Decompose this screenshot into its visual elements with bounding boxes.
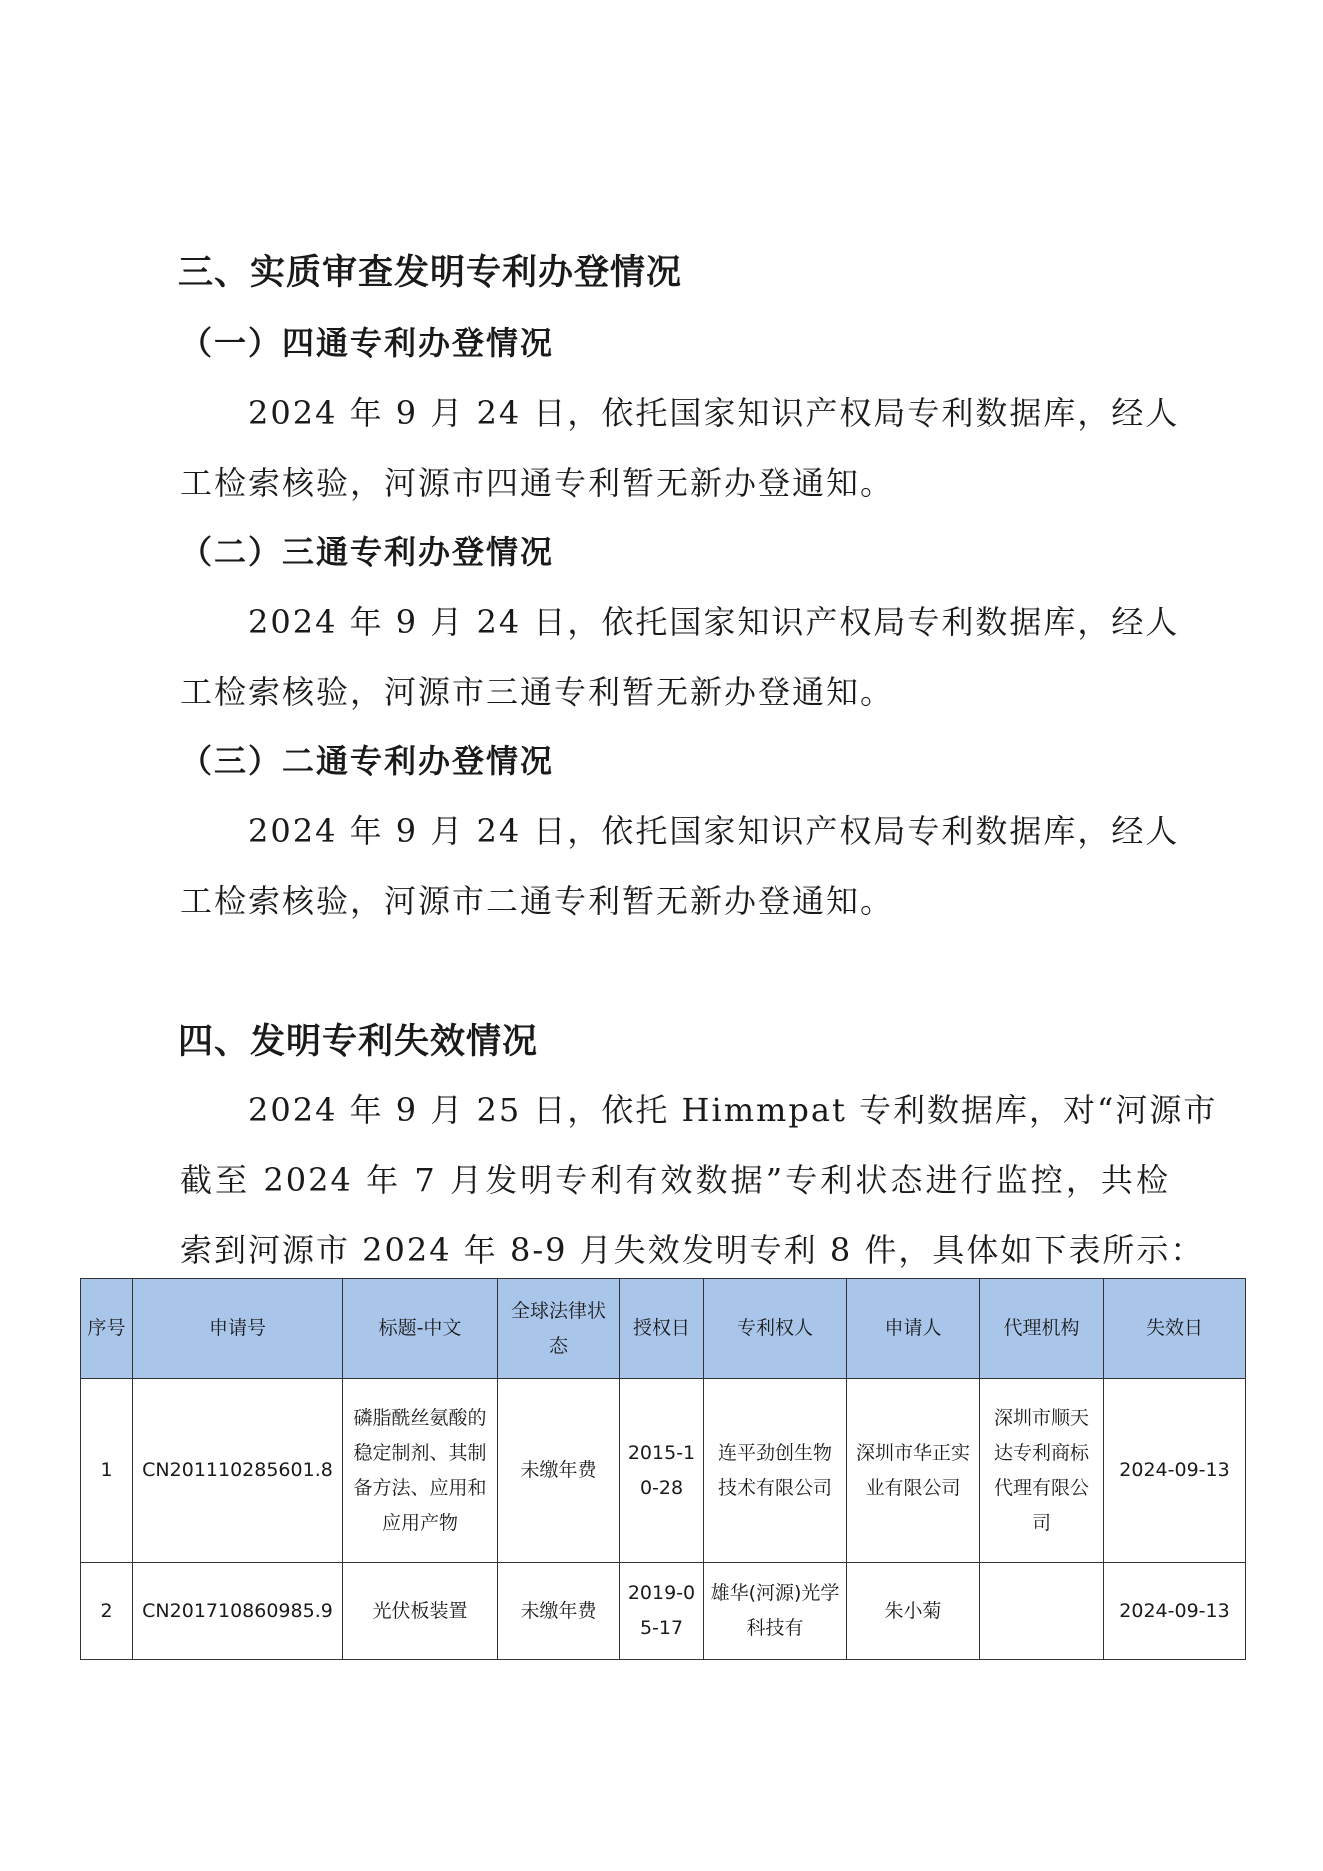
paragraph-line: 工检索核验，河源市四通专利暂无新办登通知。 bbox=[180, 464, 895, 502]
header-legal-status: 全球法律状态 bbox=[498, 1279, 620, 1379]
subsection-3rd-notice-paragraph bbox=[180, 587, 1180, 727]
cell-title: 光伏板装置 bbox=[343, 1563, 498, 1660]
subsection-3rd-notice-heading: （二）三通专利办登情况 bbox=[180, 533, 555, 571]
paragraph-line: 2024 年 9 月 24 日，依托国家知识产权局专利数据库，经人 bbox=[248, 603, 1180, 641]
header-title: 标题-中文 bbox=[343, 1279, 498, 1379]
paragraph-line: 2024 年 9 月 24 日，依托国家知识产权局专利数据库，经人 bbox=[248, 812, 1180, 850]
table-row bbox=[81, 1379, 1246, 1563]
paragraph-line: 截至 2024 年 7 月发明专利有效数据”专利状态进行监控，共检 bbox=[180, 1161, 1170, 1199]
subsection-2nd-notice-paragraph bbox=[180, 796, 1180, 936]
cell-expiry-date: 2024-09-13 bbox=[1104, 1563, 1246, 1660]
section-3-heading: 三、实质审查发明专利办登情况 bbox=[178, 253, 683, 293]
cell-legal-status: 未缴年费 bbox=[498, 1379, 620, 1563]
cell-index: 1 bbox=[81, 1379, 133, 1563]
expired-patents-table bbox=[80, 1278, 1246, 1660]
cell-application-number: CN201110285601.8 bbox=[133, 1379, 343, 1563]
table-header-row bbox=[81, 1279, 1246, 1379]
cell-grant-date: 2015-10-28 bbox=[620, 1379, 704, 1563]
cell-agency: 深圳市顺天达专利商标代理有限公司 bbox=[980, 1379, 1104, 1563]
header-applicant: 申请人 bbox=[847, 1279, 980, 1379]
subsection-4th-notice-paragraph bbox=[180, 378, 1180, 518]
cell-expiry-date: 2024-09-13 bbox=[1104, 1379, 1246, 1563]
header-patentee: 专利权人 bbox=[704, 1279, 847, 1379]
cell-index: 2 bbox=[81, 1563, 133, 1660]
paragraph-line: 工检索核验，河源市三通专利暂无新办登通知。 bbox=[180, 673, 895, 711]
cell-agency bbox=[980, 1563, 1104, 1660]
cell-applicant: 朱小菊 bbox=[847, 1563, 980, 1660]
section-4-paragraph bbox=[180, 1075, 1218, 1285]
header-grant-date: 授权日 bbox=[620, 1279, 704, 1379]
cell-patentee: 连平劲创生物技术有限公司 bbox=[704, 1379, 847, 1563]
paragraph-line: 工检索核验，河源市二通专利暂无新办登通知。 bbox=[180, 882, 895, 920]
cell-applicant: 深圳市华正实业有限公司 bbox=[847, 1379, 980, 1563]
header-expiry-date: 失效日 bbox=[1104, 1279, 1246, 1379]
subsection-4th-notice-heading: （一）四通专利办登情况 bbox=[180, 324, 555, 362]
header-application-number: 申请号 bbox=[133, 1279, 343, 1379]
subsection-2nd-notice-heading: （三）二通专利办登情况 bbox=[180, 742, 555, 780]
cell-grant-date: 2019-05-17 bbox=[620, 1563, 704, 1660]
paragraph-line: 2024 年 9 月 25 日，依托 Himmpat 专利数据库，对“河源市 bbox=[248, 1091, 1218, 1129]
section-4-heading: 四、发明专利失效情况 bbox=[178, 1022, 539, 1062]
cell-title: 磷脂酰丝氨酸的稳定制剂、其制备方法、应用和应用产物 bbox=[343, 1379, 498, 1563]
paragraph-line: 2024 年 9 月 24 日，依托国家知识产权局专利数据库，经人 bbox=[248, 394, 1180, 432]
paragraph-line: 索到河源市 2024 年 8-9 月失效发明专利 8 件，具体如下表所示： bbox=[180, 1231, 1205, 1269]
cell-legal-status: 未缴年费 bbox=[498, 1563, 620, 1660]
header-index: 序号 bbox=[81, 1279, 133, 1379]
cell-patentee: 雄华(河源)光学科技有 bbox=[704, 1563, 847, 1660]
header-agency: 代理机构 bbox=[980, 1279, 1104, 1379]
table-row bbox=[81, 1563, 1246, 1660]
cell-application-number: CN201710860985.9 bbox=[133, 1563, 343, 1660]
